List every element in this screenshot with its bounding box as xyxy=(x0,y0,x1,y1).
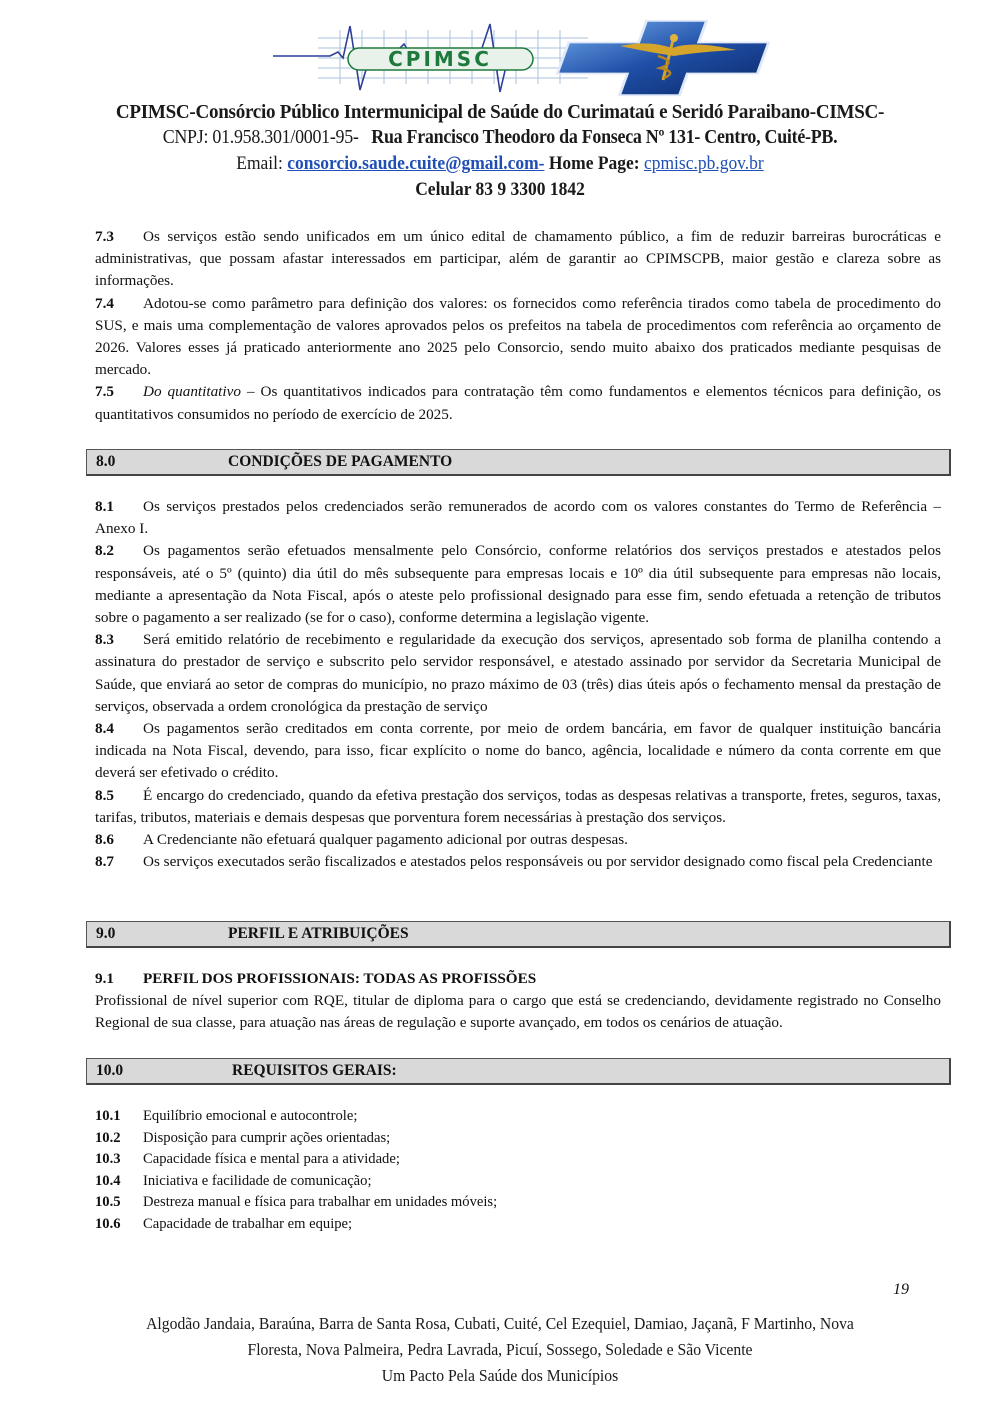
clause-8-3: 8.3 Será emitido relatório de recebimento e regularidade da execução dos serviços, apresentado sob forma de planilha contendo a assinatura do prestador de serviço e subscrito pelo servidor responsável, e atestado assinado por servidor da Secretaria Municipal de Saúde, que enviará ao setor de compras do município, no prazo máximo de 03 (três) dias úteis após o fechamento mensal da prestação de serviços, observada a ordem cronológica da prestação de serviço xyxy=(95,631,941,715)
list-item: 10.4 Iniciativa e facilidade de comunicação; xyxy=(95,1172,372,1189)
section-9-header: 9.0 PERFIL E ATRIBUIÇÕES xyxy=(86,921,951,948)
list-item: 10.1 Equilíbrio emocional e autocontrole; xyxy=(95,1108,358,1124)
section-7-items xyxy=(95,226,941,426)
section-8-items xyxy=(95,496,941,873)
org-name: CPIMSC-Consórcio Público Intermunicipal de Saúde do Curimataú e Seridó Paraibano-CIMSC- xyxy=(115,101,885,123)
email-label: Email: xyxy=(236,153,283,174)
logo-text: CPIMSC xyxy=(388,47,492,71)
clause-9-1-title: 9.1 PERFIL DOS PROFISSIONAIS: TODAS AS PROFISSÕES xyxy=(95,970,537,987)
address: Rua Francisco Theodoro da Fonseca Nº 131- Centro, Cuité-PB. xyxy=(371,127,838,148)
homepage-label: Home Page: xyxy=(548,153,640,174)
org-phone: Celular 83 9 3300 1842 xyxy=(415,179,585,200)
footer-municipalities-2: Floresta, Nova Palmeira, Pedra Lavrada, Picuí, Sossego, Soledade e São Vicente xyxy=(247,1340,753,1359)
logo-graphic xyxy=(268,18,778,100)
clause-8-4: 8.4 Os pagamentos serão creditados em conta corrente, por meio de ordem bancária, em favor de qualquer instituição bancária indicada na Nota Fiscal, devendo, para isso, ficar explícito o nome do banco, agência, localidade e número da conta corrente em que deverá ser efetivado o crédito. xyxy=(95,720,941,782)
page-number: 19 xyxy=(893,1281,909,1298)
section-10-header: 10.0 REQUISITOS GERAIS: xyxy=(86,1058,951,1085)
clause-7-5: 7.5 Do quantitativo – Os quantitativos indicados para contratação têm como fundamentos e elementos técnicos para definição, os quantitativos consumidos no período de exercício de 2025. xyxy=(95,383,941,423)
clause-7-3: 7.3 Os serviços estão sendo unificados em um único edital de chamamento público, a fim de reduzir barreiras burocráticas e administrativas, que possam afastar interessados em participar, além de garantir ao CPIMSCPB, maior gestão e clareza sobre as informações. xyxy=(95,228,941,290)
clause-8-7: 8.7 Os serviços executados serão fiscalizados e atestados pelos responsáveis ou por servidor designado como fiscal pela Credenciante xyxy=(95,853,933,871)
clause-8-5: 8.5 É encargo do credenciado, quando da efetiva prestação dos serviços, todas as despesas relativas a transporte, fretes, seguros, taxas, tarifas, tributos, materiais e demais despesas que porventura forem necessárias à prestação dos serviços. xyxy=(95,786,941,826)
org-cnpj-address xyxy=(40,127,960,149)
list-item: 10.3 Capacidade física e mental para a atividade; xyxy=(95,1151,400,1168)
clause-8-6: 8.6 A Credenciante não efetuará qualquer pagamento adicional por outras despesas. xyxy=(95,831,628,849)
homepage-link[interactable]: cpmisc.pb.gov.br xyxy=(643,153,764,174)
section-10-list xyxy=(95,1106,497,1236)
cpimsc-logo xyxy=(268,18,778,100)
cnpj: CNPJ: 01.958.301/0001-95- xyxy=(162,127,359,148)
clause-8-1: 8.1 Os serviços prestados pelos credenciados serão remunerados de acordo com os valores constantes do Termo de Referência – Anexo I. xyxy=(95,498,941,538)
clause-8-2: 8.2 Os pagamentos serão efetuados mensalmente pelo Consórcio, conforme relatórios dos serviços prestados e atestados pelos responsáveis, até o 5º (quinto) dia útil do mês subsequente para empresas locais e 10º dia útil subsequente para empresas não locais, mediante a apresentação da Nota Fiscal, após o ateste pelo profissional designado para esse fim, sendo efetuada a retenção de tributos sobre o pagamento a ser realizado (se for o caso), conforme determina a legislação vigente. xyxy=(95,542,941,627)
section-9-content xyxy=(95,968,941,1035)
section-8-header: 8.0 CONDIÇÕES DE PAGAMENTO xyxy=(86,449,951,476)
list-item: 10.2 Disposição para cumprir ações orientadas; xyxy=(95,1129,391,1146)
list-item: 10.5 Destreza manual e física para trabalhar em unidades móveis; xyxy=(95,1194,498,1211)
footer-municipalities-1: Algodão Jandaia, Baraúna, Barra de Santa Rosa, Cubati, Cuité, Cel Ezequiel, Damiao, Jaçanã, F Martinho, Nova xyxy=(146,1314,854,1333)
org-contact xyxy=(40,153,960,175)
list-item: 10.6 Capacidade de trabalhar em equipe; xyxy=(95,1215,353,1232)
clause-9-1-text: Profissional de nível superior com RQE, titular de diploma para o cargo que está se credenciando, devidamente registrado no Conselho Regional de sua classe, para atuação nas áreas de regulação e suporte avançado, em todos os cenários de atuação. xyxy=(95,992,941,1032)
email-link[interactable]: consorcio.saude.cuite@gmail.com- xyxy=(287,153,545,174)
clause-7-4: 7.4 Adotou-se como parâmetro para definição dos valores: os fornecidos como referência tirados como tabela de procedimento do SUS, e mais uma complementação de valores aprovados pelos os prefeitos na tabela de procedimentos com referência ao orçamento de 2026. Valores esses já praticado anteriormente ano 2025 pelo Consorcio, sendo muito abaixo dos praticados mediante pesquisas de mercado. xyxy=(95,294,941,379)
footer-slogan: Um Pacto Pela Saúde dos Municípios xyxy=(381,1366,619,1385)
